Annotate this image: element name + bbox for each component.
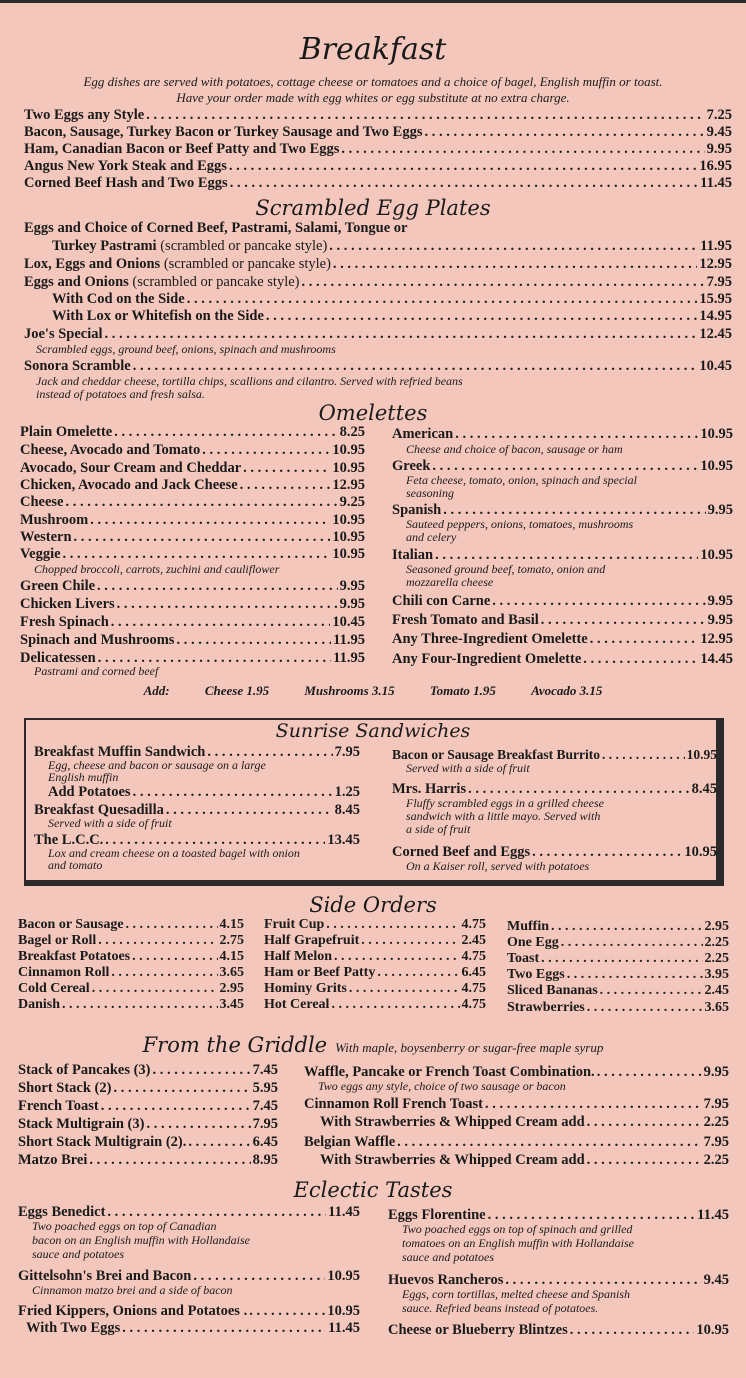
- menu-item: Hominy Grits . . . 4.75: [264, 980, 486, 997]
- item-description: and celery: [406, 530, 457, 544]
- breakfast-note-1: Egg dishes are served with potatoes, cottage cheese or tomatoes and a choice of bagel, English muffin or toast.: [83, 74, 663, 89]
- item-description: Fluffy scrambled eggs in a grilled cheese: [406, 796, 604, 810]
- item-description: and tomato: [48, 858, 103, 872]
- menu-item: Bagel or Roll . . . 2.75: [18, 932, 244, 949]
- menu-item: Bacon, Sausage, Turkey Bacon or Turkey Sausage and Two Eggs . . . 9.45: [24, 124, 732, 141]
- menu-item: Avocado, Sour Cream and Cheddar . . . 10.95: [20, 460, 365, 477]
- item-description: sandwich with a little mayo. Served with: [406, 809, 601, 823]
- menu-item: Sonora Scramble . . . 10.45: [24, 358, 732, 375]
- item-description: sauce and potatoes: [402, 1250, 494, 1264]
- menu-item: Cinnamon Roll . . . 3.65: [18, 964, 244, 981]
- menu-item: Eggs Florentine . . . 11.45: [388, 1207, 729, 1224]
- menu-item: Ham or Beef Patty . . . 6.45: [264, 964, 486, 981]
- menu-item: Fruit Cup . . . 4.75: [264, 916, 486, 933]
- item-description: mozzarella cheese: [406, 575, 494, 589]
- menu-item: Bacon or Sausage Breakfast Burrito . . . 10.95: [392, 746, 717, 763]
- menu-item: Hot Cereal . . . 4.75: [264, 996, 486, 1013]
- menu-item: Breakfast Muffin Sandwich . . . 7.95: [34, 744, 360, 761]
- menu-item: Belgian Waffle . . . 7.95: [304, 1134, 729, 1151]
- item-description: Feta cheese, tomato, onion, spinach and special: [406, 473, 637, 487]
- item-description: English muffin: [48, 770, 119, 784]
- menu-item: With Two Eggs . . . 11.45: [26, 1320, 360, 1337]
- menu-item: With Lox or Whitefish on the Side . . . 14.95: [52, 308, 732, 325]
- menu-item: Corned Beef and Eggs . . . 10.95: [392, 844, 717, 861]
- menu-item: Stack of Pancakes (3) . . . 7.45: [18, 1062, 278, 1079]
- item-description: instead of potatoes and fresh salsa.: [36, 387, 205, 401]
- item-description: Egg, cheese and bacon or sausage on a large: [48, 758, 266, 772]
- add-on: Mushrooms 3.15: [304, 683, 395, 698]
- menu-item: Waffle, Pancake or French Toast Combination. . . . 9.95: [304, 1064, 729, 1081]
- menu-item: Two Eggs . . . 3.95: [507, 966, 729, 983]
- menu-item: Strawberries . . . 3.65: [507, 999, 729, 1016]
- menu-item: Add Potatoes . . . 1.25: [48, 784, 360, 801]
- item-description: Sauteed peppers, onions, tomatoes, mushrooms: [406, 517, 634, 531]
- menu-item: Danish . . . 3.45: [18, 996, 244, 1013]
- menu-item: Fried Kippers, Onions and Potatoes . . . . 10.95: [18, 1303, 360, 1320]
- menu-item: Veggie . . . 10.95: [20, 546, 365, 563]
- menu-item: Cinnamon Roll French Toast . . . 7.95: [304, 1096, 729, 1113]
- menu-item: Half Grapefruit . . . 2.45: [264, 932, 486, 949]
- menu-item: Cold Cereal . . . 2.95: [18, 980, 244, 997]
- menu-item: Any Four-Ingredient Omelette . . . 14.45: [392, 651, 733, 668]
- eclectic-title: Eclectic Tastes: [293, 1178, 453, 1202]
- item-description: Scrambled eggs, ground beef, onions, spinach and mushrooms: [36, 342, 336, 356]
- sides-title: Side Orders: [309, 893, 437, 917]
- add-label: Add:: [143, 683, 170, 698]
- item-description: Two eggs any style, choice of two sausage or bacon: [318, 1079, 566, 1093]
- menu-item: French Toast . . . 7.45: [18, 1098, 278, 1115]
- item-description: Two poached eggs on top of spinach and grilled: [402, 1222, 633, 1236]
- menu-item: Fresh Spinach . . . 10.45: [20, 614, 365, 631]
- menu-item: The L.C.C. . . . 13.45: [34, 832, 360, 849]
- item-description: sauce. Refried beans instead of potatoes.: [402, 1301, 599, 1315]
- menu-item: Lox, Eggs and Onions (scrambled or pancake style) . . . 12.95: [24, 256, 732, 273]
- menu-item: Muffin . . . 2.95: [507, 918, 729, 935]
- menu-item: Eggs Benedict . . . 11.45: [18, 1204, 360, 1221]
- menu-item: Spanish . . . 9.95: [392, 502, 733, 519]
- menu-item: Western . . . 10.95: [20, 529, 365, 546]
- menu-item: Corned Beef Hash and Two Eggs . . . 11.45: [24, 175, 732, 192]
- menu-item: Green Chile . . . 9.95: [20, 578, 365, 595]
- menu-item: Chicken Livers . . . 9.95: [20, 596, 365, 613]
- item-description: sauce and potatoes: [32, 1247, 124, 1261]
- menu-item: Cheese or Blueberry Blintzes . . . 10.95: [388, 1322, 729, 1339]
- griddle-subtitle: With maple, boysenberry or sugar-free maple syrup: [335, 1040, 604, 1055]
- item-description: Served with a side of fruit: [48, 816, 172, 830]
- menu-item: Angus New York Steak and Eggs . . . 16.95: [24, 158, 732, 175]
- menu-item: Chicken, Avocado and Jack Cheese . . . 12.95: [20, 477, 365, 494]
- menu-item: Ham, Canadian Bacon or Beef Patty and Two Eggs . . . 9.95: [24, 141, 732, 158]
- menu-item: Plain Omelette . . . 8.25: [20, 424, 365, 441]
- item-description: a side of fruit: [406, 822, 471, 836]
- menu-item: Eggs and Choice of Corned Beef, Pastrami, Salami, Tongue or: [24, 220, 408, 236]
- menu-item: Spinach and Mushrooms . . . 11.95: [20, 632, 365, 649]
- item-description: Cinnamon matzo brei and a side of bacon: [32, 1283, 233, 1297]
- item-description: bacon on an English muffin with Hollandaise: [32, 1233, 250, 1247]
- menu-item: Delicatessen . . . 11.95: [20, 650, 365, 667]
- item-description: Pastrami and corned beef: [34, 664, 159, 678]
- menu-item: Cheese, Avocado and Tomato . . . 10.95: [20, 442, 365, 459]
- menu-item: Toast . . . 2.25: [507, 950, 729, 967]
- add-on: Avocado 3.15: [531, 683, 603, 698]
- menu-item: Two Eggs any Style . . . 7.25: [24, 107, 732, 124]
- menu-item: Matzo Brei . . . 8.95: [18, 1152, 278, 1169]
- breakfast-note-2: Have your order made with egg whites or egg substitute at no extra charge.: [176, 90, 570, 105]
- menu-item: Greek . . . 10.95: [392, 458, 733, 475]
- menu-item: Mrs. Harris . . . 8.45: [392, 781, 717, 798]
- menu-item: Sliced Bananas . . . 2.45: [507, 982, 729, 999]
- breakfast-title: Breakfast: [299, 32, 447, 67]
- item-description: seasoning: [406, 486, 454, 500]
- menu-item: Breakfast Quesadilla . . . 8.45: [34, 802, 360, 819]
- menu-item: Turkey Pastrami (scrambled or pancake style) . . . 11.95: [52, 238, 732, 255]
- menu-item: Mushroom . . . 10.95: [20, 512, 365, 529]
- menu-item: Huevos Rancheros . . . 9.45: [388, 1272, 729, 1289]
- item-description: tomatoes on an English muffin with Hollandaise: [402, 1236, 635, 1250]
- item-description: Served with a side of fruit: [406, 761, 530, 775]
- menu-item: Cheese . . . 9.25: [20, 494, 365, 511]
- item-description: Cheese and choice of bacon, sausage or ham: [406, 442, 623, 456]
- menu-item: Joe's Special . . . 12.45: [24, 326, 732, 343]
- menu-item: Bacon or Sausage . . . 4.15: [18, 916, 244, 933]
- top-border: [0, 0, 746, 3]
- menu-item: Italian . . . 10.95: [392, 547, 733, 564]
- menu-item: Gittelsohn's Brei and Bacon . . . 10.95: [18, 1268, 360, 1285]
- add-on: Tomato 1.95: [429, 683, 496, 698]
- item-description: Jack and cheddar cheese, tortilla chips, scallions and cilantro. Served with refried beans: [36, 374, 463, 388]
- menu-item: American . . . 10.95: [392, 426, 733, 443]
- sunrise-title: Sunrise Sandwiches: [275, 720, 471, 742]
- griddle-header: [0, 1033, 746, 1057]
- menu-item: Half Melon . . . 4.75: [264, 948, 486, 965]
- griddle-title: From the Griddle: [142, 1033, 328, 1057]
- menu-item: One Egg . . . 2.25: [507, 934, 729, 951]
- menu-item: Fresh Tomato and Basil . . . 9.95: [392, 612, 733, 629]
- add-on: Cheese 1.95: [204, 683, 270, 698]
- add-ons: [0, 683, 746, 699]
- menu-item: Any Three-Ingredient Omelette . . . 12.95: [392, 631, 733, 648]
- item-description: Eggs, corn tortillas, melted cheese and Spanish: [402, 1287, 630, 1301]
- menu-item: Stack Multigrain (3) . . . 7.95: [18, 1116, 278, 1133]
- menu-item: Breakfast Potatoes . . . 4.15: [18, 948, 244, 965]
- menu-item: Short Stack (2) . . . 5.95: [18, 1080, 278, 1097]
- item-description: On a Kaiser roll, served with potatoes: [406, 859, 590, 873]
- menu-item: Short Stack Multigrain (2). . . . 6.45: [18, 1134, 278, 1151]
- menu-item: Chili con Carne . . . 9.95: [392, 593, 733, 610]
- menu-item: With Strawberries & Whipped Cream add . . . 2.25: [320, 1114, 729, 1131]
- item-description: Chopped broccoli, carrots, zuchini and cauliflower: [34, 562, 280, 576]
- menu-item: With Cod on the Side . . . 15.95: [52, 291, 732, 308]
- item-description: Seasoned ground beef, tomato, onion and: [406, 562, 606, 576]
- item-description: Lox and cream cheese on a toasted bagel with onion: [48, 846, 300, 860]
- omelettes-title: Omelettes: [318, 401, 428, 425]
- menu-item: Eggs and Onions (scrambled or pancake style) . . . 7.95: [24, 274, 732, 291]
- scrambled-title: Scrambled Egg Plates: [255, 196, 491, 220]
- menu-item: With Strawberries & Whipped Cream add . . . 2.25: [320, 1152, 729, 1169]
- item-description: Two poached eggs on top of Canadian: [32, 1219, 217, 1233]
